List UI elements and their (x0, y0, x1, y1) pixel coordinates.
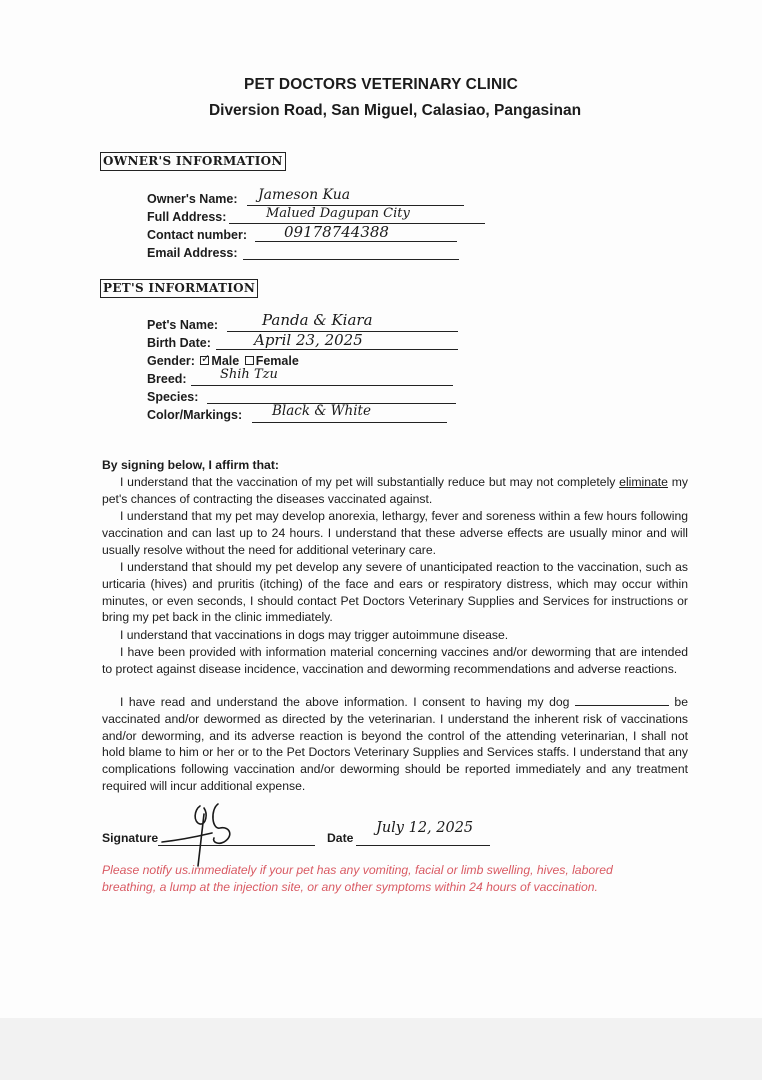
contact-number-label: Contact number: (147, 228, 247, 242)
p1-text-before: I understand that the vaccination of my pet will substantially reduce but may not completely (120, 475, 620, 489)
date-label: Date (327, 831, 354, 845)
clinic-address: Diversion Road, San Miguel, Calasiao, Pangasinan (208, 102, 582, 119)
breed-value[interactable]: Shih Tzu (220, 367, 278, 382)
birth-date-label: Birth Date: (147, 336, 211, 350)
gender-label: Gender: (147, 354, 195, 368)
birth-date-value[interactable]: April 23, 2025 (254, 331, 363, 349)
clinic-name: PET DOCTORS VETERINARY CLINIC (244, 76, 518, 93)
signature-scribble (160, 800, 240, 868)
signature-label: Signature (102, 831, 159, 845)
affirmation-paragraph-1 (102, 474, 688, 508)
breed-line (191, 385, 453, 386)
p1-text-after: my pet's chances of contracting the diseases vaccinated against. (102, 475, 688, 506)
color-markings-value[interactable]: Black & White (272, 403, 371, 419)
contact-number-value[interactable]: 09178744388 (284, 223, 389, 241)
affirmation-paragraph-2: I understand that my pet may develop anorexia, lethargy, fever and soreness within a few hours following vaccination and can last up to 24 hours. I understand that these adverse effects are usually minor and will usually resolve without the need for additional veterinary care. (102, 509, 688, 557)
breed-label: Breed: (147, 372, 187, 386)
p1-underlined-word: eliminate (619, 475, 668, 489)
email-address-line[interactable] (243, 259, 459, 260)
full-address-value[interactable]: Malued Dagupan City (266, 206, 410, 221)
p6-text-after: be vaccinated and/or dewormed as directed by the veterinarian. I understand the inherent risk of vaccinations and/or deworming, and its adverse reaction is beyond the control of the attending veterinarian, I shall not hold blame to him or her or to the Pet Doctors Veterinary Supplies and Services staffs. I understand that any complications following vaccination and/or deworming should be reported immediately and any treatment required will incur additional expense. (102, 695, 688, 793)
pet-name-label: Pet's Name: (147, 318, 219, 332)
species-label: Species: (147, 390, 199, 404)
gender-row (147, 354, 299, 368)
date-line (356, 845, 490, 846)
affirmation-paragraph-6 (102, 694, 688, 795)
date-value[interactable]: July 12, 2025 (376, 820, 474, 836)
female-option-label: Female (255, 354, 299, 368)
owner-section-title: OWNER'S INFORMATION (100, 152, 286, 171)
owner-name-label: Owner's Name: (147, 192, 238, 206)
pet-name-value[interactable]: Panda & Kiara (262, 311, 373, 329)
p6-text-before: I have read and understand the above information. I consent to having my dog (120, 695, 575, 709)
color-markings-line (252, 422, 447, 423)
affirmation-heading: By signing below, I affirm that: (102, 458, 279, 472)
affirmation-paragraph-5: I have been provided with information material concerning vaccines and/or deworming that are intended to protect against disease incidence, vaccination and deworming recommendations and adverse reactions. (102, 645, 688, 676)
contact-number-line (255, 241, 457, 242)
pet-section-title: PET'S INFORMATION (100, 279, 258, 298)
color-markings-label: Color/Markings: (147, 408, 243, 422)
affirmation-paragraph-3: I understand that should my pet develop any severe of unanticipated reaction to the vaccination, such as urticaria (hives) and pruritis (itching) of the face and ears or respiratory distress, which may occur within minutes, or even seconds, I should contact Pet Doctors Veterinary Supplies and Services for instructions or bring my pet back in the clinic immediately. (102, 560, 688, 625)
affirmation-paragraph-4: I understand that vaccinations in dogs may trigger autoimmune disease. (120, 628, 509, 642)
birth-date-line (216, 349, 458, 350)
aftercare-notice: Please notify us.immediately if your pet has any vomiting, facial or limb swelling, hives, labored breathing, a lump at the injection site, or any other symptoms within 24 hours of vaccination. (102, 863, 613, 894)
email-address-label: Email Address: (147, 246, 238, 260)
male-check-mark: ✓ (201, 352, 211, 365)
owner-name-value[interactable]: Jameson Kua (258, 187, 351, 203)
male-option-label: Male (211, 354, 240, 368)
dog-name-blank[interactable] (575, 695, 669, 706)
scan-bottom-margin (0, 1018, 762, 1080)
female-checkbox[interactable] (245, 356, 254, 365)
full-address-label: Full Address: (147, 210, 227, 224)
